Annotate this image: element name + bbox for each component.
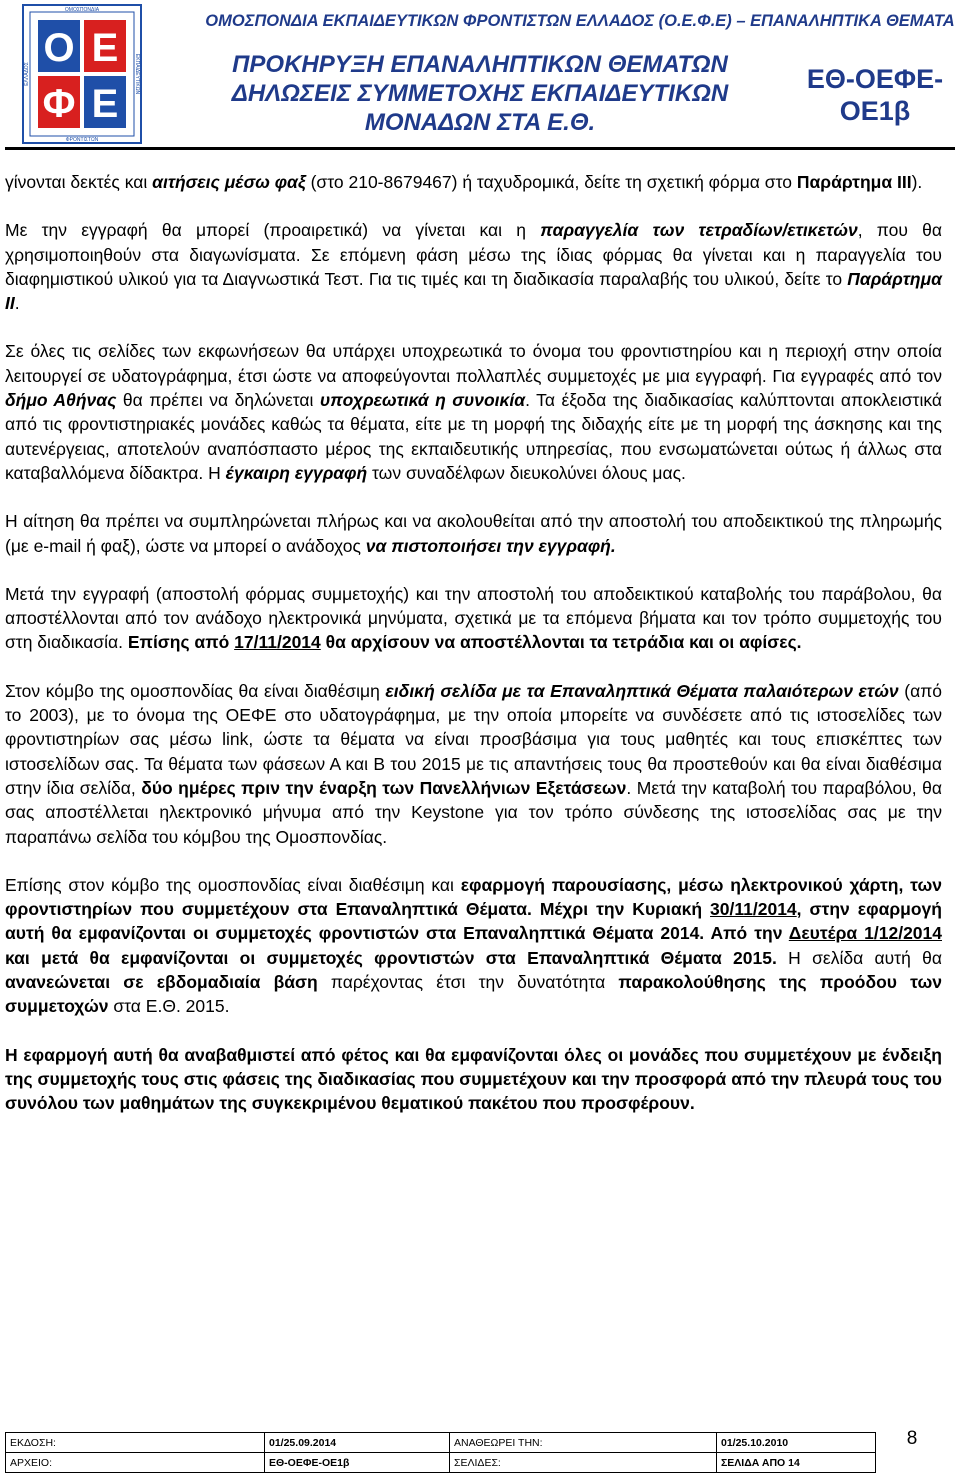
revision-label: ΑΝΑΘΕΩΡΕΙ ΤΗΝ: (450, 1433, 717, 1453)
page-number: 8 (906, 1428, 918, 1449)
emphasis: Η εφαρμογή αυτή θα αναβαθμιστεί από φέτος και θα εμφανίζονται όλες οι μονάδες που συμμετέχουν με ένδειξη της συμμετοχής τους στις φάσεις της διαδικασίας που συμμετέχουν και την προσφορά από την πλευρά τους του συνόλου των μαθημάτων της συγκεκριμένου θεματικού πακέτου που προσφέρουν. (5, 1044, 942, 1114)
text: γίνονται δεκτές και (5, 172, 153, 192)
edition-value: 01/25.09.2014 (265, 1433, 450, 1453)
emphasis: Επίσης από (127, 632, 235, 653)
annex-reference: Παράρτημα ΙΙ (5, 268, 942, 314)
paragraph-map-application (5, 873, 942, 1019)
emphasis: παρακολούθησης της προόδου των συμμετοχών (5, 972, 942, 1017)
emphasis: δήμο Αθήνας (5, 390, 117, 411)
revision-value: 01/25.10.2010 (717, 1433, 876, 1453)
document-code-line-2: ΟΕ1β (839, 96, 911, 126)
emphasis: υποχρεωτικά η συνοικία (319, 390, 526, 411)
logo-ring-top: ΟΜΟΣΠΟΝΔΙΑ (64, 7, 100, 13)
document-code (790, 63, 960, 127)
text: Σε όλες τις σελίδες των εκφωνήσεων θα υπάρχει υποχρεωτικά το όνομα του φροντιστηρίου και η περιοχή στην οποία λειτουργεί σε υδατογράφημα, έτσι ώστε να αποφεύγονται πολλαπλές συμμετοχές με μια εγγραφή. Για εγγραφές από τον (5, 341, 942, 386)
emphasis: έγκαιρη εγγραφή (225, 462, 368, 483)
logo-ring-left: ΕΛΛΑΔΟΣ (24, 62, 30, 86)
logo-letter-e1: Ε (91, 26, 119, 70)
emphasis: , στην εφαρμογή αυτή θα εμφανίζονται οι συμμετοχές φροντιστών στα Επαναληπτικά Θέματα 2014. Από την (5, 899, 942, 944)
logo-letter-o: Ο (43, 26, 75, 70)
text: ). (911, 172, 923, 192)
logo-letter-f: Φ (42, 82, 76, 126)
logo-ring-right: ΕΚΠΑΙΔΕΥΤΙΚΩΝ (134, 53, 140, 95)
edition-label: ΕΚΔΟΣΗ: (6, 1433, 265, 1453)
document-title (180, 50, 780, 137)
page-header (0, 0, 960, 150)
logo-letter-e2: Ε (91, 82, 119, 126)
paragraph-upgrade (5, 1043, 942, 1116)
emphasis: ανανεώνεται σε εβδομαδιαία βάση (5, 972, 318, 993)
table-row (6, 1453, 876, 1473)
page-footer (5, 1432, 885, 1473)
document-code-line-1: ΕΘ-ΟΕΦΕ- (806, 64, 944, 94)
file-value: ΕΘ-ΟΕΦΕ-ΟΕ1β (265, 1453, 450, 1473)
oefe-logo (22, 4, 142, 144)
text: , που θα χρησιμοποιηθούν στα διαγωνίσματα. Σε επόμενη φάση μέσω της ίδιας φόρμας θα γίνεται και η παραγγελία του διαφημιστικού υλικού για τα Διαγνωστικά Τεστ. Για τις τιμές και τη διαδικασία παραλαβής του υλικού, δείτε το (5, 220, 942, 289)
title-line-2: ΔΗΛΩΣΕΙΣ ΣΥΜΜΕΤΟΧΗΣ ΕΚΠΑΙΔΕΥΤΙΚΩΝ (231, 80, 729, 107)
text: . Μετά την καταβολή του παραβόλου, θα σας αποστέλλεται ηλεκτρονικό μήνυμα από την Keystone για τον τρόπο σύνδεσης της ιστοσελίδας σας με την παραπάνω σελίδα του κόμβου της Ομοσπονδίας. (5, 777, 942, 847)
paragraph-special-page (5, 679, 942, 849)
paragraph-fax-applications (5, 170, 942, 194)
paragraph-application (5, 509, 942, 558)
paragraph-watermark (5, 339, 942, 485)
date: Δευτέρα 1/12/2014 (788, 923, 942, 944)
emphasis: ειδική σελίδα με τα Επαναληπτικά Θέματα παλαιότερων ετών (385, 680, 899, 701)
text: Η σελίδα αυτή θα (776, 947, 942, 968)
date: 30/11/2014 (710, 899, 797, 920)
emphasis: θα αρχίσουν να αποστέλλονται τα τετράδια και οι αφίσες. (320, 632, 802, 653)
title-line-1: ΠΡΟΚΗΡΥΞΗ ΕΠΑΝΑΛΗΠΤΙΚΩΝ ΘΕΜΑΤΩΝ (232, 51, 728, 78)
emphasis: να πιστοποιήσει την εγγραφή. (365, 535, 616, 556)
text: θα πρέπει να δηλώνεται (116, 390, 320, 411)
text: των συναδέλφων διευκολύνει όλους μας. (367, 462, 686, 483)
text: Επίσης στον κόμβο της ομοσπονδίας είναι διαθέσιμη και (5, 874, 461, 895)
header-divider (5, 147, 955, 150)
emphasis: αιτήσεις μέσω φαξ (152, 172, 306, 192)
date: 17/11/2014 (234, 632, 321, 653)
text: παρέχοντας έτσι την δυνατότητα (317, 972, 619, 993)
logo-ring-bottom: ΦΡΟΝΤΙΣΤΩΝ (65, 137, 99, 143)
text: (στο 210-8679467) ή ταχυδρομικά, δείτε τη σχετική φόρμα στο (305, 172, 797, 192)
pages-value: ΣΕΛΙΔΑ ΑΠΟ 14 (717, 1453, 876, 1473)
text: Με την εγγραφή θα μπορεί (προαιρετικά) να γίνεται και η (5, 220, 541, 241)
text: (από το 2003), με το όνομα της ΟΕΦΕ στο υδατογράφημα, με την οποία μπορείτε να συνδέσετε από τις ιστοσελίδες των φροντιστηρίων σας μέσω link, ώστε τα θέματα να είναι προσβάσιμα για τους μαθητές και τους επισκέπτες των ιστοσελίδων σας. Τα θέματα των φάσεων Α και Β του 2015 με τις απαντήσεις τους θα προστεθούν και θα είναι διαθέσιμα στην ίδια σελίδα, (5, 680, 942, 798)
paragraph-orders (5, 218, 942, 315)
file-label: ΑΡΧΕΙΟ: (6, 1453, 265, 1473)
paragraph-after-registration (5, 582, 942, 655)
table-row (6, 1433, 876, 1453)
annex-reference: Παράρτημα ΙΙΙ (796, 172, 912, 192)
text: . (14, 293, 20, 314)
text: Μετά την εγγραφή (αποστολή φόρμας συμμετοχής) και την αποστολή του αποδεικτικού καταβολής του παράβολου, θα αποστέλλονται από τον ανάδοχο ηλεκτρονικά μηνύματα, σχετικά με τα επόμενα βήματα και τον τρόπο συμμετοχής του στη διαδικασία. (5, 583, 942, 653)
document-info-table (5, 1432, 876, 1473)
emphasis: παραγγελία των τετραδίων/ετικετών (540, 220, 858, 241)
text: Η αίτηση θα πρέπει να συμπληρώνεται πλήρως και να ακολουθείται από την αποστολή του αποδεικτικού της πληρωμής (με e-mail ή φαξ), ώστε να μπορεί ο ανάδοχος (5, 511, 942, 556)
document-body (5, 170, 942, 1140)
text: . Τα έξοδα της διαδικασίας καλύπτονται αποκλειστικά από τις φροντιστηριακές μονάδες καθώς τα θέματα, είτε με τη μορφή της διδαχής είτε με τη μορφή της άσκησης και της αυτενέργειας, αποτελούν αναπόσπαστο μέρος της εκπαιδευτικής υπηρεσίας, που ενσωματώνεται ούτως ή άλλως στα καταβαλλόμενα δίδακτρα. Η (5, 390, 942, 483)
title-line-3: ΜΟΝΑΔΩΝ ΣΤΑ Ε.Θ. (364, 109, 596, 136)
emphasis: και μετά θα εμφανίζονται οι συμμετοχές φροντιστών στα Επαναληπτικά Θέματα 2015. (5, 947, 777, 968)
organization-line: ΟΜΟΣΠΟΝΔΙΑ ΕΚΠΑΙΔΕΥΤΙΚΩΝ ΦΡΟΝΤΙΣΤΩΝ ΕΛΛΑΔΟΣ (Ο.Ε.Φ.Ε) – ΕΠΑΝΑΛΗΠΤΙΚΑ ΘΕΜΑΤΑ (205, 12, 955, 30)
emphasis: δύο ημέρες πριν την έναρξη των Πανελλήνιων Εξετάσεων (141, 777, 627, 798)
text: Στον κόμβο της ομοσπονδίας θα είναι διαθέσιμη (5, 680, 386, 701)
pages-label: ΣΕΛΙΔΕΣ: (450, 1453, 717, 1473)
emphasis: εφαρμογή παρουσίασης, μέσω ηλεκτρονικού χάρτη, των φροντιστηρίων που συμμετέχουν στα Επαναληπτικά Θέματα. Μέχρι την Κυριακή (5, 874, 942, 920)
text: στα Ε.Θ. 2015. (108, 996, 230, 1017)
